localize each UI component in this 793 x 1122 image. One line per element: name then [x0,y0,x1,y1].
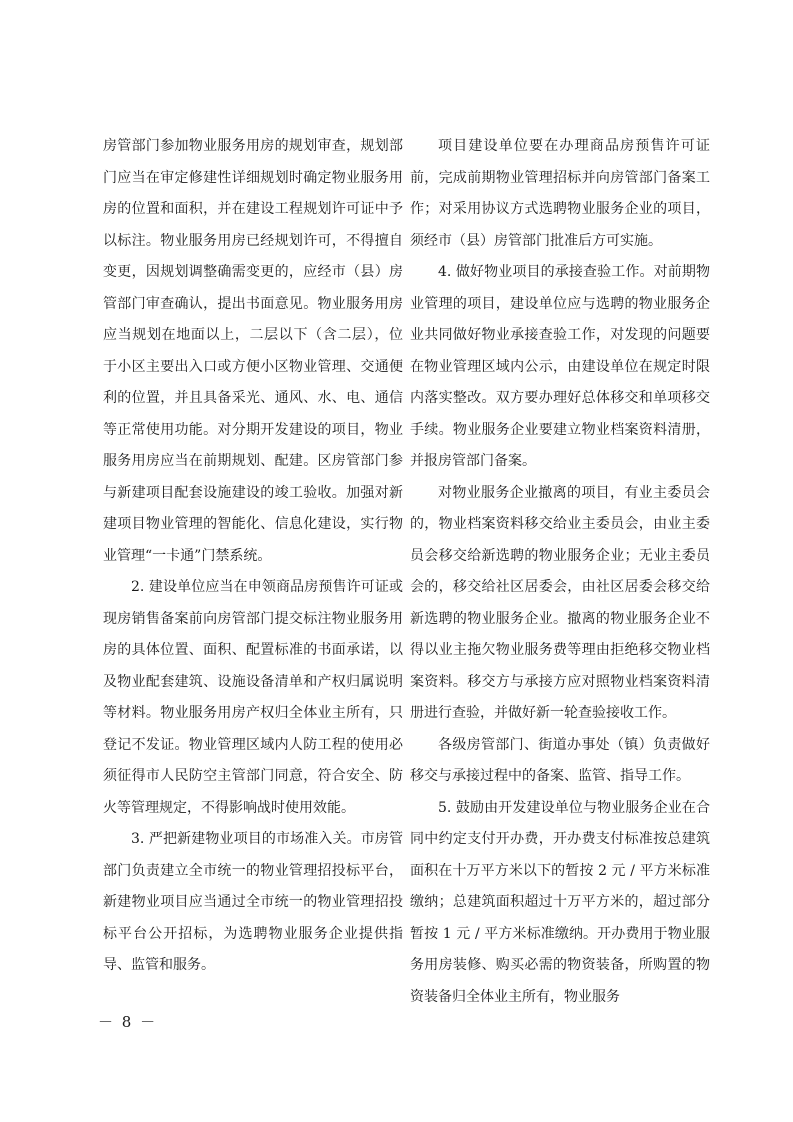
page-number: － 8 － [98,1013,158,1031]
paragraph-item-3: 3. 严把新建物业项目的市场准入关。市房管部门负责建立全市统一的物业管理招投标平台，新建物业项目应当通过全市统一的物业管理招投标平台公开招标，为选聘物业服务企业提供指导、监管和服务。 [103,831,403,973]
paragraph-item-5: 5. 鼓励由开发建设单位与物业服务企业在合同中约定支付开办费，开办费支付标准按总建筑面积在十万平方米以下的暂按 2 元 / 平方米标准缴纳；总建筑面积超过十万平方米的，超过部分暂按 1 元 / 平方米标准缴纳。开办费用于物业服务用房装修、购买必需的物资装备，所购置的物资装备归全体业主所有，物业服务 [410,799,710,1005]
paragraph-item-4: 4. 做好物业项目的承接查验工作。对前期物业管理的项目，建设单位应与选聘的物业服务企业共同做好物业承接查验工作，对发现的问题要在物业管理区域内公示，由建设单位在规定时限内落实整改。双方要办理好总体移交和单项移交手续。物业服务企业要建立物业档案资料清册，并报房管部门备案。 [410,264,710,469]
right-column [410,131,710,1013]
paragraph-withdrawal-handover: 对物业服务企业撤离的项目，有业主委员会的，物业档案资料移交给业主委员会，由业主委员会移交给新选聘的物业服务企业；无业主委员会的，移交给社区居委会，由社区居委会移交给新选聘的物业服务企业。撤离的物业服务企业不得以业主拖欠物业服务费等理由拒绝移交物业档案资料。移交方与承接方应对照物业档案资料清册进行查验，并做好新一轮查验接收工作。 [410,484,710,721]
paragraph-presale-bidding: 项目建设单位要在办理商品房预售许可证前，完成前期物业管理招标并向房管部门备案工作；对采用协议方式选聘物业服务企业的项目，须经市（县）房管部门批准后方可实施。 [410,138,710,249]
paragraph-supervision: 各级房管部门、街道办事处（镇）负责做好移交与承接过程中的备案、监管、指导工作。 [410,736,710,784]
left-column [103,131,403,982]
paragraph-planning-review: 房管部门参加物业服务用房的规划审查，规划部门应当在审定修建性详细规划时确定物业服务用房的位置和面积，并在建设工程规划许可证中予以标注。物业服务用房已经规划许可，不得擅自变更，因规划调整确需变更的，应经市（县）房管部门审查确认，提出书面意见。物业服务用房应当规划在地面以上，二层以下（含二层），位于小区主要出入口或方便小区物业管理、交通便利的位置，并且具备采光、通风、水、电、通信等正常使用功能。对分期开发建设的项目，物业服务用房应当在前期规划、配建。区房管部门参与新建项目配套设施建设的竣工验收。加强对新建项目物业管理的智能化、信息化建设，实行物业管理“一卡通”门禁系统。 [103,138,403,564]
paragraph-item-2: 2. 建设单位应当在申领商品房预售许可证或现房销售备案前向房管部门提交标注物业服务用房的具体位置、面积、配置标准的书面承诺，以及物业配套建筑、设施设备清单和产权归属说明等材料。物业服务用房产权归全体业主所有，只登记不发证。物业管理区域内人防工程的使用必须征得市人民防空主管部门同意，符合安全、防火等管理规定，不得影响战时使用效能。 [103,579,403,816]
